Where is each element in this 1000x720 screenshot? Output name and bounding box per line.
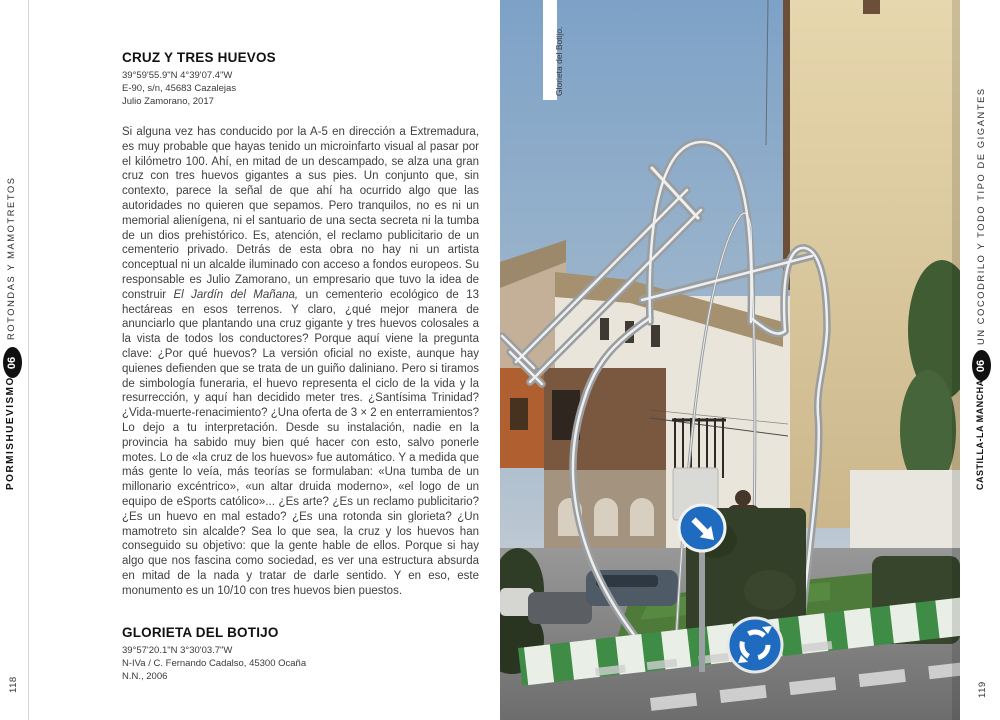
- right-rail-chapter-badge-number: 06: [975, 359, 988, 372]
- entry-credit: Julio Zamorano, 2017: [122, 96, 214, 107]
- photo-edge-shade: [952, 0, 960, 720]
- article-body-text-2: un cementerio ecológico de 13 hectáreas en esos terrenos. Y claro, ¿qué mejor manera de anunciarlo que plantando una cruz gigante y tres huevos colosales a la vista de todos los conductores? Porque aquí viene la pregunta clave: ¿Por qué huevos? La versión oficial no existe, aunque hay quienes defienden que se trata de un guiño daliniano. Pero si tiramos de simbología funeraria, el huevo representa el ciclo de la vida y la resurrección, y aquí han decidido meter tres. ¿Santísima Trinidad? ¿Vida-muerte-renacimiento? ¿Una oferta de 3 × 2 en enterramientos? Lo dejo a tu interpretación. Desde su instalación, nadie en la provincia ha sabido muy bien qué hacer con esto, salvo ponerle motes. Lo de «la cruz de los huevos» fue automático. Y a medida que más gente lo veía, más teorías se formulaban: «Una tumba de un millonario excéntrico», «un altar druida moderno», «el logo de un equipo de eSports católico»... ¿Es arte? ¿Es un reclamo publicitario? ¿Es un huevo en mal estado? ¿Es una rotonda sin glorieta? ¿Un mamotreto sin alcalde? Sea lo que sea, la cruz y los huevos han conseguido su objetivo: que la gente hable de ellos. Porque si hay algo que nos fascina como sociedad, es ver una estructura absurda en mitad de la nada y tratar de darle sentido. Y en eso, este monumento es un 10/10 con tres huevos bien puestos.: [122, 288, 480, 597]
- right-page-number: 119: [977, 681, 988, 698]
- next-entry-block: [122, 625, 479, 683]
- left-rail-chapter-badge-number: 06: [6, 356, 19, 369]
- left-page-number: 118: [8, 676, 19, 693]
- right-rail-chapter-label: UN COCODRILO Y TODO TIPO DE GIGANTES: [976, 87, 986, 345]
- left-rail-chapter-badge: [3, 347, 22, 378]
- roundabout-sign: [728, 618, 782, 672]
- right-rail-region: CASTILLA-LA MANCHA: [975, 379, 985, 490]
- left-rail-brand: PORMISHUEVISMO: [5, 376, 16, 490]
- article-column: [122, 50, 479, 683]
- photo-caption-strip: [543, 0, 564, 100]
- article-body-text-1: Si alguna vez has conducido por la A-5 en dirección a Extremadura, es muy probable que hayas tenido un microinfarto visual al pasar por el kilómetro 100. Ahí, en mitad de un descampado, se alza una gran cruz con tres huevos gigantes a sus pies. Un conjunto que, sin contexto, parece la señal de que ahí ha ocurrido algo que las autoridades no quieren que sepamos. Pero tranquilos, no es ni un memorial alienígena, ni el santuario de una secta secreta ni la tumba de un dios prehistórico. Es, atención, el reclamo publicitario de un cementerio privado. Detrás de esta obra no hay ni un artista conceptual ni un alcalde iluminado con acceso a fondos europeos. Su responsable es Julio Zamorano, un empresario que tuvo la idea de construir: [122, 126, 479, 301]
- right-rail-chapter-badge: [972, 350, 991, 381]
- left-rail-series-label: ROTONDAS Y MAMOTRETOS: [6, 176, 16, 340]
- next-entry-credit: N.N., 2006: [122, 670, 168, 682]
- article-body-italic: El Jardín del Mañana,: [173, 288, 299, 301]
- photo-caption-text: Glorieta del Botijo.: [554, 26, 564, 96]
- next-entry-title: GLORIETA DEL BOTIJO: [122, 624, 279, 640]
- roundabout-photo: [500, 0, 960, 720]
- entry-address: E-90, s/n, 45683 Cazalejas: [122, 83, 237, 94]
- entry-coordinates: 39°59'55.9"N 4°39'07.4"W: [122, 70, 233, 81]
- left-margin-rule: [28, 0, 29, 720]
- next-entry-coordinates: 39°57'20.1"N 3°30'03.7"W: [122, 644, 233, 656]
- article-body: [122, 125, 479, 599]
- next-entry-address: N-IVa / C. Fernando Cadalso, 45300 Ocaña: [122, 657, 307, 669]
- entry-title: CRUZ Y TRES HUEVOS: [122, 50, 276, 65]
